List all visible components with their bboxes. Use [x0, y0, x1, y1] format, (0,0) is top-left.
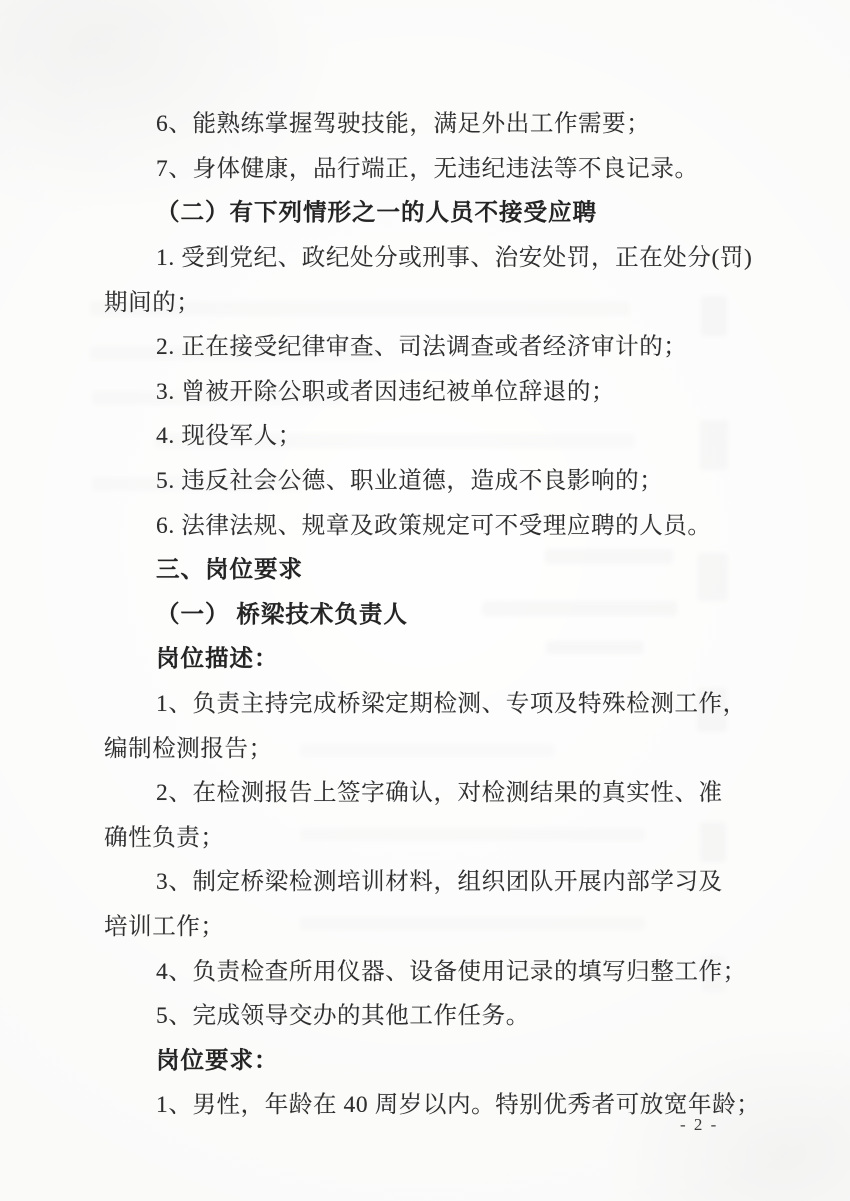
document-line: 期间的； [104, 289, 201, 316]
document-line: 5. 违反社会公德、职业道德，造成不良影响的； [156, 468, 664, 495]
document-line: 2. 正在接受纪律审查、司法调查或者经济审计的； [156, 334, 688, 361]
document-line: 编制检测报告； [104, 735, 273, 762]
page-number: - 2 - [680, 1115, 719, 1134]
section-heading: 三、岗位要求 [156, 557, 303, 584]
document-line: 1. 受到党纪、政纪处分或刑事、治安处罚，正在处分(罚) [156, 245, 753, 272]
document-line: 1、男性，年龄在 40 周岁以内。特别优秀者可放宽年龄； [156, 1092, 761, 1119]
document-line: 6、能熟练掌握驾驶技能，满足外出工作需要； [156, 111, 651, 138]
section-heading: （二）有下列情形之一的人员不接受应聘 [156, 200, 597, 227]
document-line: 3. 曾被开除公职或者因违纪被单位辞退的； [156, 378, 616, 405]
document-line: 7、身体健康，品行端正，无违纪违法等不良记录。 [156, 155, 699, 182]
section-heading: 岗位要求： [156, 1047, 279, 1074]
document-line: 确性负责； [104, 824, 225, 851]
document-line: 4. 现役军人； [156, 423, 302, 450]
document-line: 5、完成领导交办的其他工作任务。 [156, 1003, 530, 1030]
section-heading: 岗位描述： [156, 646, 279, 673]
document-line: 6. 法律法规、规章及政策规定可不受理应聘的人员。 [156, 512, 712, 539]
document-line: 1、负责主持完成桥梁定期检测、专项及特殊检测工作， [156, 691, 747, 718]
document-line: 3、制定桥梁检测培训材料，组织团队开展内部学习及 [156, 869, 723, 896]
document-line: 2、在检测报告上签字确认，对检测结果的真实性、准 [156, 780, 723, 807]
document-line: 培训工作； [104, 913, 225, 940]
section-heading: （一） 桥梁技术负责人 [156, 601, 408, 628]
document-line: 4、负责检查所用仪器、设备使用记录的填写归整工作； [156, 958, 747, 985]
document-body [104, 99, 761, 1125]
